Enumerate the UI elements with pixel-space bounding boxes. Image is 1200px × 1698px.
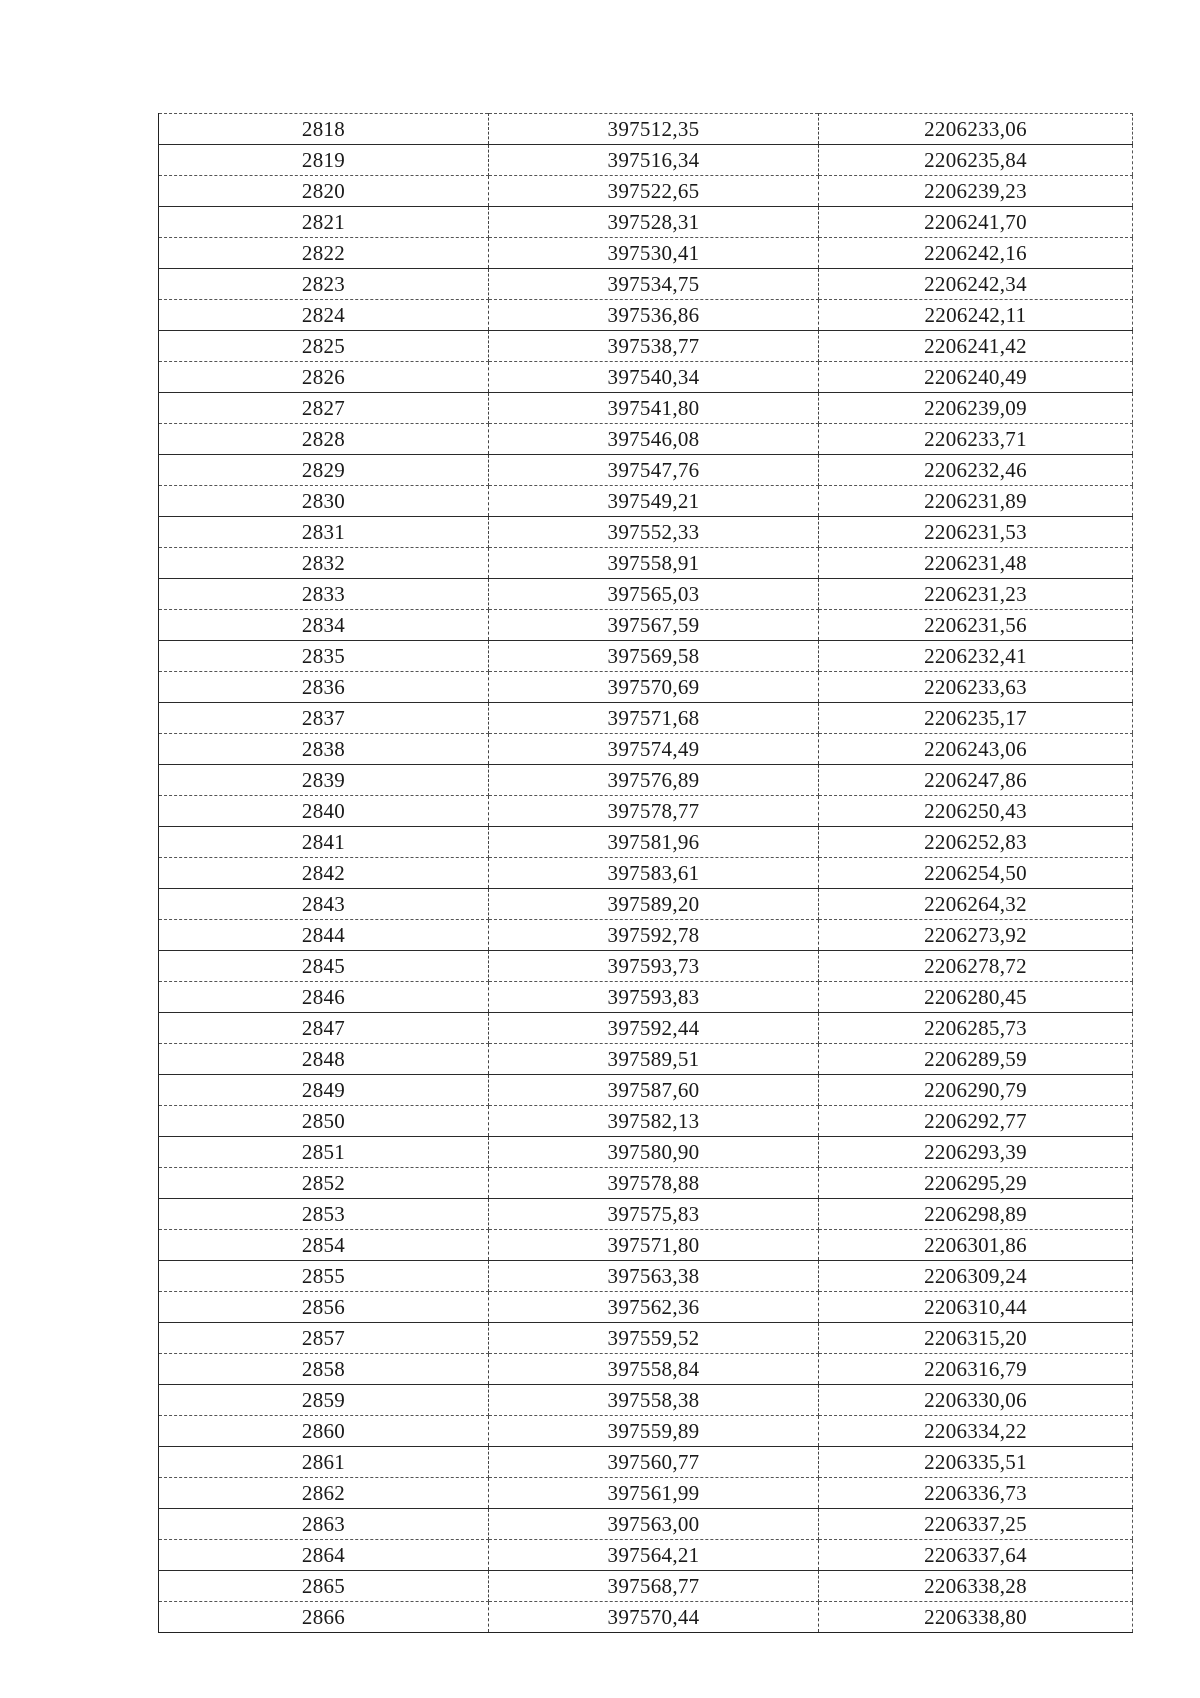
point-number-cell: 2833 — [159, 579, 489, 610]
table-row — [159, 145, 1133, 176]
y-coordinate-cell: 2206232,46 — [819, 455, 1133, 486]
x-coordinate-cell: 397559,89 — [489, 1416, 819, 1447]
x-coordinate-cell: 397571,68 — [489, 703, 819, 734]
y-coordinate-cell: 2206315,20 — [819, 1323, 1133, 1354]
point-number-cell: 2850 — [159, 1106, 489, 1137]
x-coordinate-cell: 397528,31 — [489, 207, 819, 238]
x-coordinate-cell: 397568,77 — [489, 1571, 819, 1602]
y-coordinate-cell: 2206235,17 — [819, 703, 1133, 734]
point-number-cell: 2862 — [159, 1478, 489, 1509]
y-coordinate-cell: 2206240,49 — [819, 362, 1133, 393]
y-coordinate-cell: 2206231,89 — [819, 486, 1133, 517]
x-coordinate-cell: 397578,88 — [489, 1168, 819, 1199]
point-number-cell: 2855 — [159, 1261, 489, 1292]
table-row — [159, 1571, 1133, 1602]
x-coordinate-cell: 397559,52 — [489, 1323, 819, 1354]
point-number-cell: 2830 — [159, 486, 489, 517]
y-coordinate-cell: 2206336,73 — [819, 1478, 1133, 1509]
table-row — [159, 1478, 1133, 1509]
table-row — [159, 548, 1133, 579]
point-number-cell: 2823 — [159, 269, 489, 300]
coordinate-table-body — [159, 114, 1133, 1633]
point-number-cell: 2841 — [159, 827, 489, 858]
x-coordinate-cell: 397536,86 — [489, 300, 819, 331]
y-coordinate-cell: 2206298,89 — [819, 1199, 1133, 1230]
point-number-cell: 2860 — [159, 1416, 489, 1447]
table-row — [159, 1323, 1133, 1354]
point-number-cell: 2828 — [159, 424, 489, 455]
point-number-cell: 2846 — [159, 982, 489, 1013]
y-coordinate-cell: 2206334,22 — [819, 1416, 1133, 1447]
x-coordinate-cell: 397522,65 — [489, 176, 819, 207]
y-coordinate-cell: 2206242,34 — [819, 269, 1133, 300]
table-row — [159, 517, 1133, 548]
point-number-cell: 2849 — [159, 1075, 489, 1106]
x-coordinate-cell: 397581,96 — [489, 827, 819, 858]
y-coordinate-cell: 2206231,23 — [819, 579, 1133, 610]
y-coordinate-cell: 2206247,86 — [819, 765, 1133, 796]
table-row — [159, 1261, 1133, 1292]
y-coordinate-cell: 2206330,06 — [819, 1385, 1133, 1416]
table-row — [159, 1447, 1133, 1478]
table-row — [159, 1292, 1133, 1323]
x-coordinate-cell: 397549,21 — [489, 486, 819, 517]
table-row — [159, 641, 1133, 672]
table-row — [159, 889, 1133, 920]
y-coordinate-cell: 2206241,42 — [819, 331, 1133, 362]
y-coordinate-cell: 2206289,59 — [819, 1044, 1133, 1075]
table-row — [159, 1602, 1133, 1633]
table-row — [159, 579, 1133, 610]
y-coordinate-cell: 2206239,09 — [819, 393, 1133, 424]
x-coordinate-cell: 397516,34 — [489, 145, 819, 176]
point-number-cell: 2844 — [159, 920, 489, 951]
y-coordinate-cell: 2206338,28 — [819, 1571, 1133, 1602]
y-coordinate-cell: 2206310,44 — [819, 1292, 1133, 1323]
point-number-cell: 2827 — [159, 393, 489, 424]
x-coordinate-cell: 397589,51 — [489, 1044, 819, 1075]
x-coordinate-cell: 397592,78 — [489, 920, 819, 951]
table-row — [159, 858, 1133, 889]
x-coordinate-cell: 397593,83 — [489, 982, 819, 1013]
point-number-cell: 2845 — [159, 951, 489, 982]
y-coordinate-cell: 2206242,11 — [819, 300, 1133, 331]
table-row — [159, 1044, 1133, 1075]
point-number-cell: 2863 — [159, 1509, 489, 1540]
y-coordinate-cell: 2206290,79 — [819, 1075, 1133, 1106]
table-row — [159, 796, 1133, 827]
x-coordinate-cell: 397592,44 — [489, 1013, 819, 1044]
x-coordinate-cell: 397561,99 — [489, 1478, 819, 1509]
table-row — [159, 455, 1133, 486]
point-number-cell: 2842 — [159, 858, 489, 889]
y-coordinate-cell: 2206301,86 — [819, 1230, 1133, 1261]
point-number-cell: 2821 — [159, 207, 489, 238]
point-number-cell: 2858 — [159, 1354, 489, 1385]
table-row — [159, 1354, 1133, 1385]
table-row — [159, 331, 1133, 362]
point-number-cell: 2866 — [159, 1602, 489, 1633]
point-number-cell: 2819 — [159, 145, 489, 176]
table-row — [159, 393, 1133, 424]
x-coordinate-cell: 397558,91 — [489, 548, 819, 579]
table-row — [159, 1013, 1133, 1044]
table-row — [159, 951, 1133, 982]
y-coordinate-cell: 2206233,71 — [819, 424, 1133, 455]
point-number-cell: 2865 — [159, 1571, 489, 1602]
point-number-cell: 2861 — [159, 1447, 489, 1478]
y-coordinate-cell: 2206309,24 — [819, 1261, 1133, 1292]
x-coordinate-cell: 397589,20 — [489, 889, 819, 920]
x-coordinate-cell: 397552,33 — [489, 517, 819, 548]
table-row — [159, 176, 1133, 207]
table-row — [159, 1075, 1133, 1106]
y-coordinate-cell: 2206337,25 — [819, 1509, 1133, 1540]
x-coordinate-cell: 397567,59 — [489, 610, 819, 641]
y-coordinate-cell: 2206250,43 — [819, 796, 1133, 827]
table-row — [159, 734, 1133, 765]
point-number-cell: 2835 — [159, 641, 489, 672]
point-number-cell: 2836 — [159, 672, 489, 703]
point-number-cell: 2856 — [159, 1292, 489, 1323]
x-coordinate-cell: 397540,34 — [489, 362, 819, 393]
y-coordinate-cell: 2206254,50 — [819, 858, 1133, 889]
y-coordinate-cell: 2206252,83 — [819, 827, 1133, 858]
table-row — [159, 300, 1133, 331]
table-row — [159, 486, 1133, 517]
x-coordinate-cell: 397546,08 — [489, 424, 819, 455]
y-coordinate-cell: 2206232,41 — [819, 641, 1133, 672]
y-coordinate-cell: 2206316,79 — [819, 1354, 1133, 1385]
y-coordinate-cell: 2206242,16 — [819, 238, 1133, 269]
y-coordinate-cell: 2206273,92 — [819, 920, 1133, 951]
y-coordinate-cell: 2206264,32 — [819, 889, 1133, 920]
point-number-cell: 2825 — [159, 331, 489, 362]
x-coordinate-cell: 397541,80 — [489, 393, 819, 424]
table-row — [159, 920, 1133, 951]
point-number-cell: 2838 — [159, 734, 489, 765]
point-number-cell: 2840 — [159, 796, 489, 827]
y-coordinate-cell: 2206295,29 — [819, 1168, 1133, 1199]
point-number-cell: 2853 — [159, 1199, 489, 1230]
table-row — [159, 765, 1133, 796]
point-number-cell: 2831 — [159, 517, 489, 548]
point-number-cell: 2854 — [159, 1230, 489, 1261]
point-number-cell: 2852 — [159, 1168, 489, 1199]
x-coordinate-cell: 397587,60 — [489, 1075, 819, 1106]
point-number-cell: 2824 — [159, 300, 489, 331]
point-number-cell: 2822 — [159, 238, 489, 269]
x-coordinate-cell: 397571,80 — [489, 1230, 819, 1261]
x-coordinate-cell: 397565,03 — [489, 579, 819, 610]
table-row — [159, 1137, 1133, 1168]
table-row — [159, 1509, 1133, 1540]
point-number-cell: 2839 — [159, 765, 489, 796]
table-row — [159, 238, 1133, 269]
y-coordinate-cell: 2206241,70 — [819, 207, 1133, 238]
point-number-cell: 2818 — [159, 114, 489, 145]
y-coordinate-cell: 2206335,51 — [819, 1447, 1133, 1478]
table-row — [159, 1106, 1133, 1137]
table-row — [159, 207, 1133, 238]
x-coordinate-cell: 397558,84 — [489, 1354, 819, 1385]
point-number-cell: 2847 — [159, 1013, 489, 1044]
x-coordinate-cell: 397563,38 — [489, 1261, 819, 1292]
y-coordinate-cell: 2206233,06 — [819, 114, 1133, 145]
point-number-cell: 2851 — [159, 1137, 489, 1168]
x-coordinate-cell: 397564,21 — [489, 1540, 819, 1571]
x-coordinate-cell: 397575,83 — [489, 1199, 819, 1230]
y-coordinate-cell: 2206280,45 — [819, 982, 1133, 1013]
y-coordinate-cell: 2206231,53 — [819, 517, 1133, 548]
table-row — [159, 703, 1133, 734]
y-coordinate-cell: 2206338,80 — [924, 1605, 1027, 1629]
x-coordinate-cell: 397530,41 — [489, 238, 819, 269]
y-coordinate-cell: 2206337,64 — [819, 1540, 1133, 1571]
x-coordinate-cell: 397578,77 — [489, 796, 819, 827]
x-coordinate-cell: 397562,36 — [489, 1292, 819, 1323]
x-coordinate-cell: 397582,13 — [489, 1106, 819, 1137]
x-coordinate-cell: 397570,44 — [489, 1602, 819, 1633]
point-number-cell: 2848 — [159, 1044, 489, 1075]
x-coordinate-cell: 397563,00 — [489, 1509, 819, 1540]
point-number-cell: 2837 — [159, 703, 489, 734]
y-coordinate-cell: 2206243,06 — [819, 734, 1133, 765]
point-number-cell: 2820 — [159, 176, 489, 207]
table-row — [159, 114, 1133, 145]
x-coordinate-cell: 397558,38 — [489, 1385, 819, 1416]
y-coordinate-cell: 2206278,72 — [819, 951, 1133, 982]
y-coordinate-cell: 2206235,84 — [819, 145, 1133, 176]
y-coordinate-cell: 2206293,39 — [819, 1137, 1133, 1168]
y-coordinate-cell: 2206231,48 — [819, 548, 1133, 579]
point-number-cell: 2832 — [159, 548, 489, 579]
table-row — [159, 1416, 1133, 1447]
x-coordinate-cell: 397560,77 — [489, 1447, 819, 1478]
x-coordinate-cell: 397583,61 — [489, 858, 819, 889]
table-row — [159, 1540, 1133, 1571]
coordinate-table — [158, 113, 1133, 1633]
point-number-cell: 2826 — [159, 362, 489, 393]
table-row — [159, 269, 1133, 300]
y-coordinate-cell: 2206233,63 — [819, 672, 1133, 703]
table-row — [159, 1230, 1133, 1261]
point-number-cell: 2829 — [159, 455, 489, 486]
table-row — [159, 362, 1133, 393]
y-coordinate-cell: 2206292,77 — [819, 1106, 1133, 1137]
table-row — [159, 610, 1133, 641]
x-coordinate-cell: 397534,75 — [489, 269, 819, 300]
x-coordinate-cell: 397547,76 — [489, 455, 819, 486]
x-coordinate-cell: 397574,49 — [489, 734, 819, 765]
y-coordinate-cell: 2206239,23 — [819, 176, 1133, 207]
table-row — [159, 1199, 1133, 1230]
x-coordinate-cell: 397580,90 — [489, 1137, 819, 1168]
table-row — [159, 672, 1133, 703]
y-coordinate-cell: 2206285,73 — [819, 1013, 1133, 1044]
x-coordinate-cell: 397569,58 — [489, 641, 819, 672]
point-number-cell: 2843 — [159, 889, 489, 920]
point-number-cell: 2857 — [159, 1323, 489, 1354]
x-coordinate-cell: 397512,35 — [489, 114, 819, 145]
x-coordinate-cell: 397576,89 — [489, 765, 819, 796]
table-row — [159, 1385, 1133, 1416]
table-row — [159, 1168, 1133, 1199]
x-coordinate-cell: 397538,77 — [489, 331, 819, 362]
x-coordinate-cell: 397570,69 — [489, 672, 819, 703]
x-coordinate-cell: 397593,73 — [489, 951, 819, 982]
point-number-cell: 2834 — [159, 610, 489, 641]
point-number-cell: 2864 — [159, 1540, 489, 1571]
table-row — [159, 827, 1133, 858]
table-row — [159, 424, 1133, 455]
y-coordinate-cell: 2206231,56 — [819, 610, 1133, 641]
table-row — [159, 982, 1133, 1013]
point-number-cell: 2859 — [159, 1385, 489, 1416]
